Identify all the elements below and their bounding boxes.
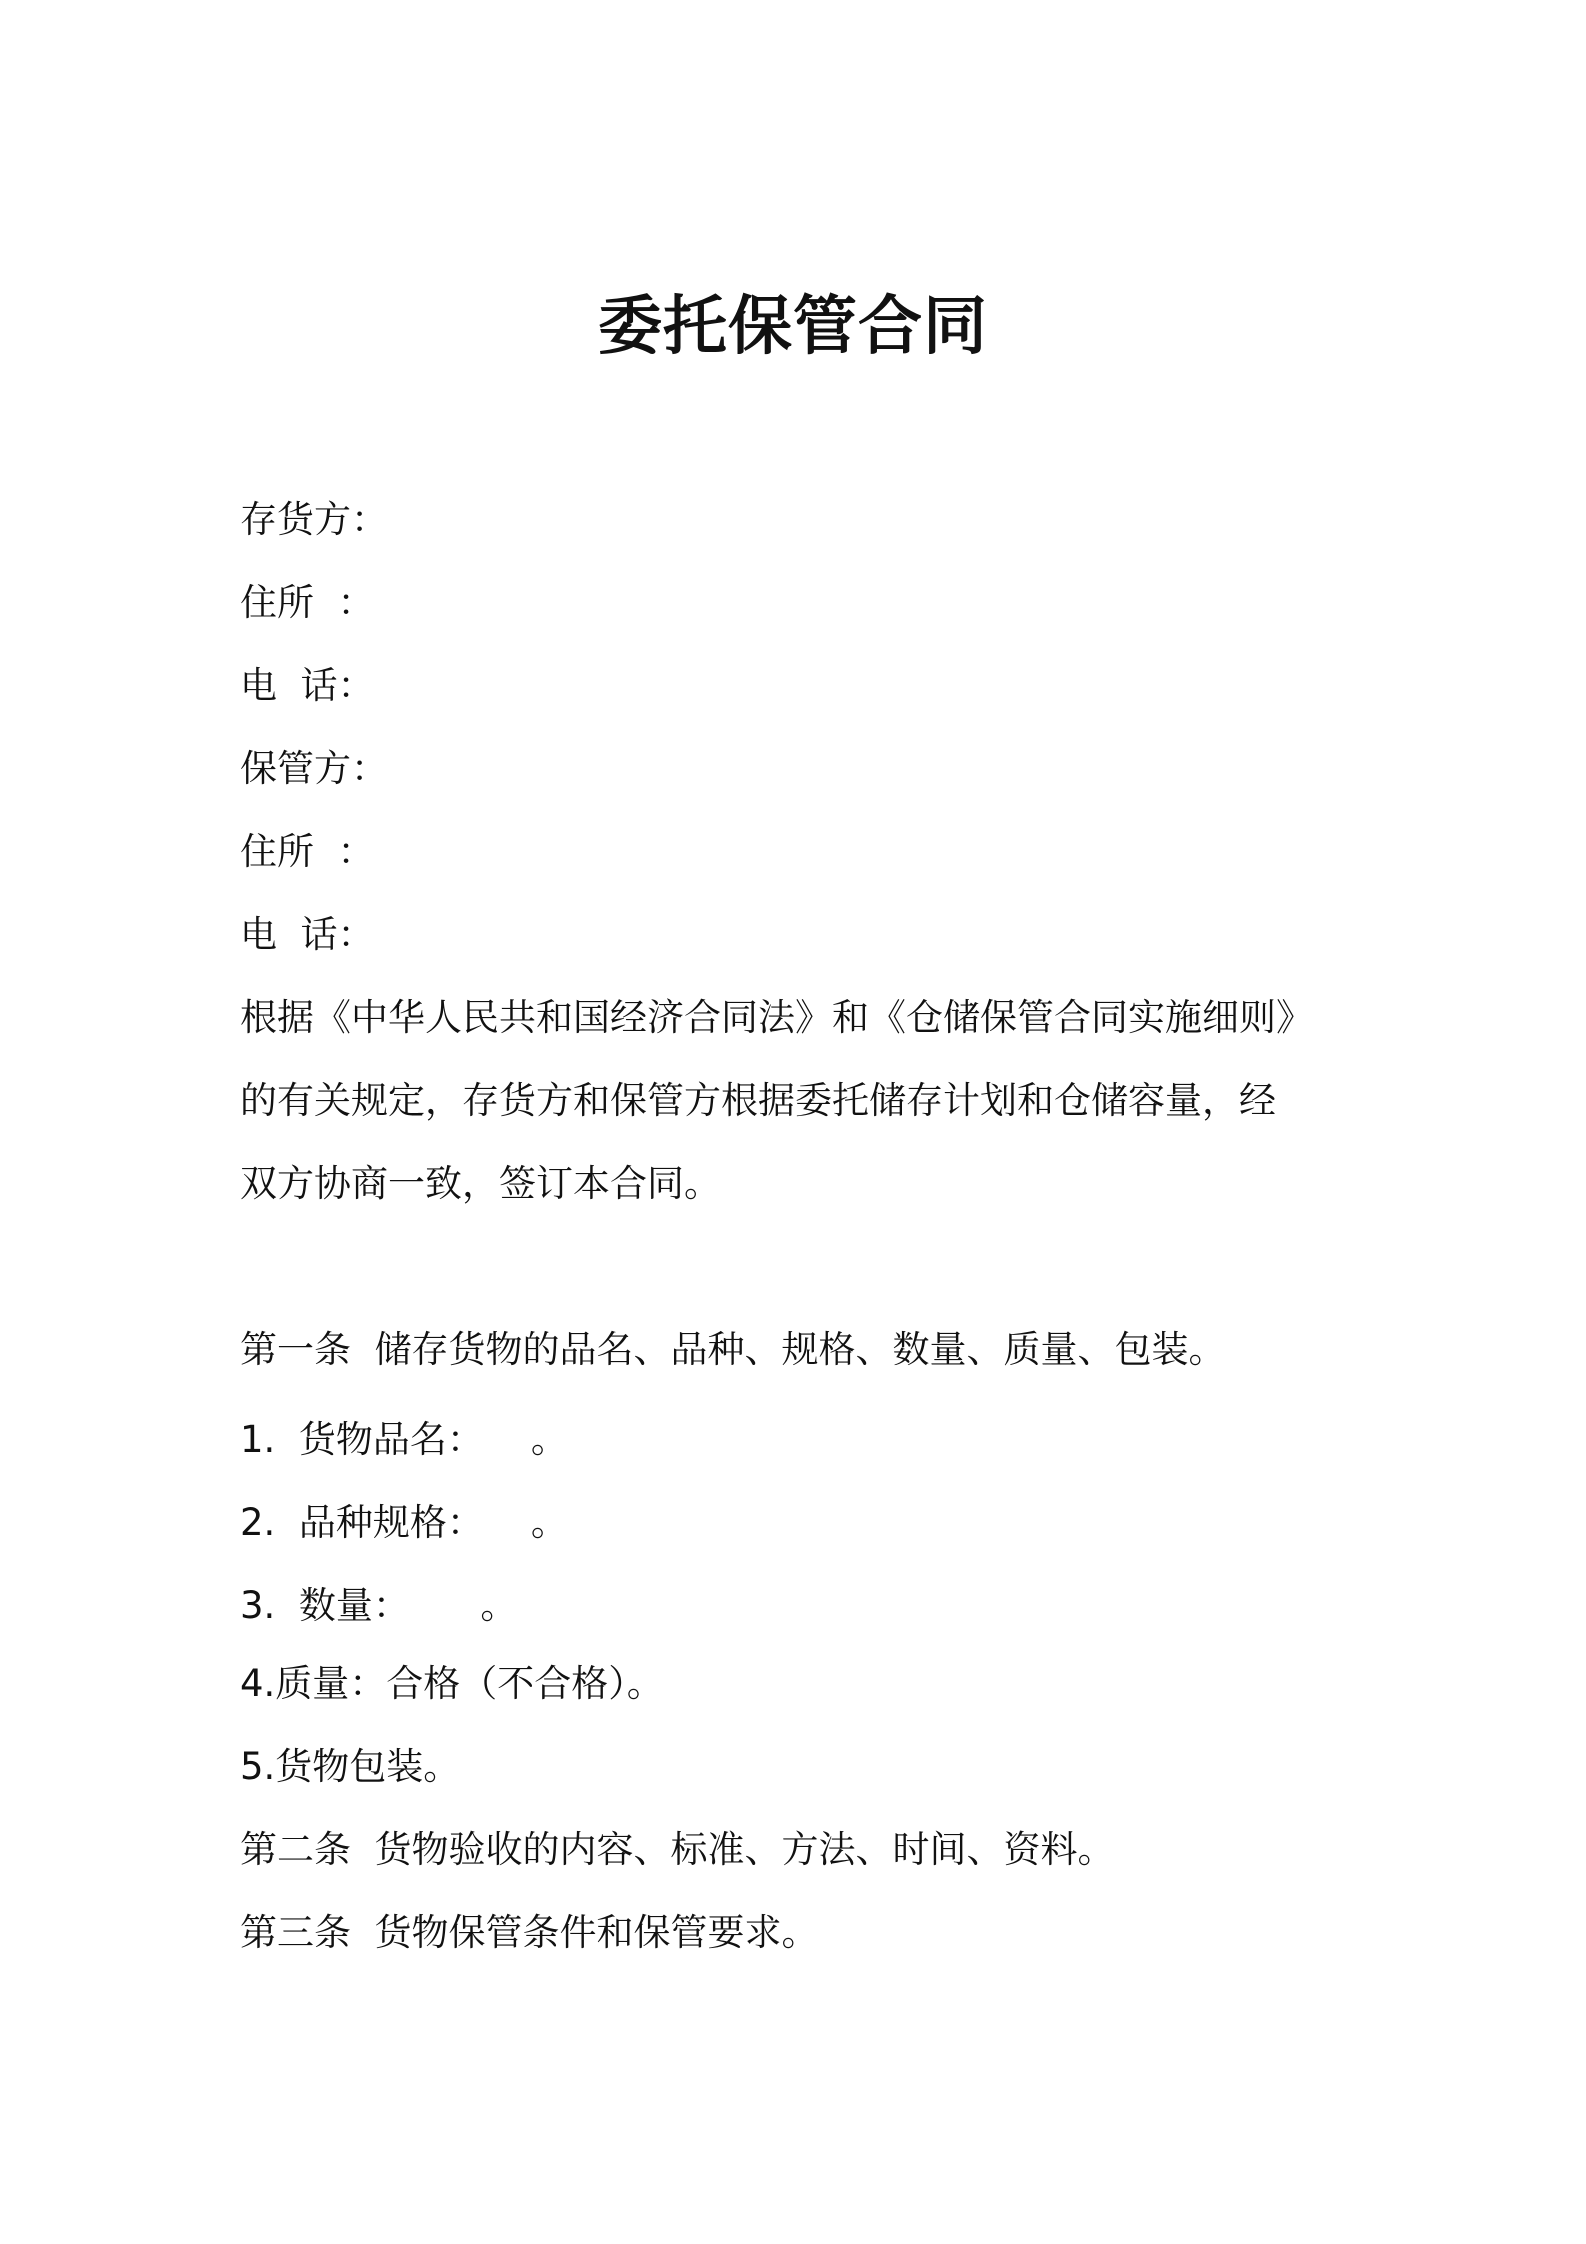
article-1-item: 5.货物包装。 [240,1745,461,1788]
article-1-heading: 第一条 储存货物的品名、品种、规格、数量、质量、包装。 [240,1328,1226,1371]
custodian-phone-label: 电 话： [240,913,375,956]
custodian-address-label: 住所 ： [240,830,375,873]
preamble-line: 的有关规定，存货方和保管方根据委托储存计划和仓储容量，经 [240,1079,1276,1122]
document-title: 委托保管合同 [598,290,988,364]
preamble-line: 根据《中华人民共和国经济合同法》和《仓储保管合同实施细则》 [240,996,1313,1039]
article-1-item: 4.质量：合格（不合格）。 [240,1662,664,1705]
article-1-item: 1. 货物品名： 。 [240,1418,568,1461]
custodian-label: 保管方： [240,747,388,790]
depositor-phone-label: 电 话： [240,664,375,707]
depositor-address-label: 住所 ： [240,581,375,624]
article-1-item: 3. 数量： 。 [240,1584,518,1627]
article-2-heading: 第二条 货物验收的内容、标准、方法、时间、资料。 [240,1828,1115,1871]
article-3-heading: 第三条 货物保管条件和保管要求。 [240,1911,819,1954]
depositor-label: 存货方： [240,498,388,541]
article-1-item: 2. 品种规格： 。 [240,1501,568,1544]
preamble-line: 双方协商一致，签订本合同。 [240,1162,721,1205]
